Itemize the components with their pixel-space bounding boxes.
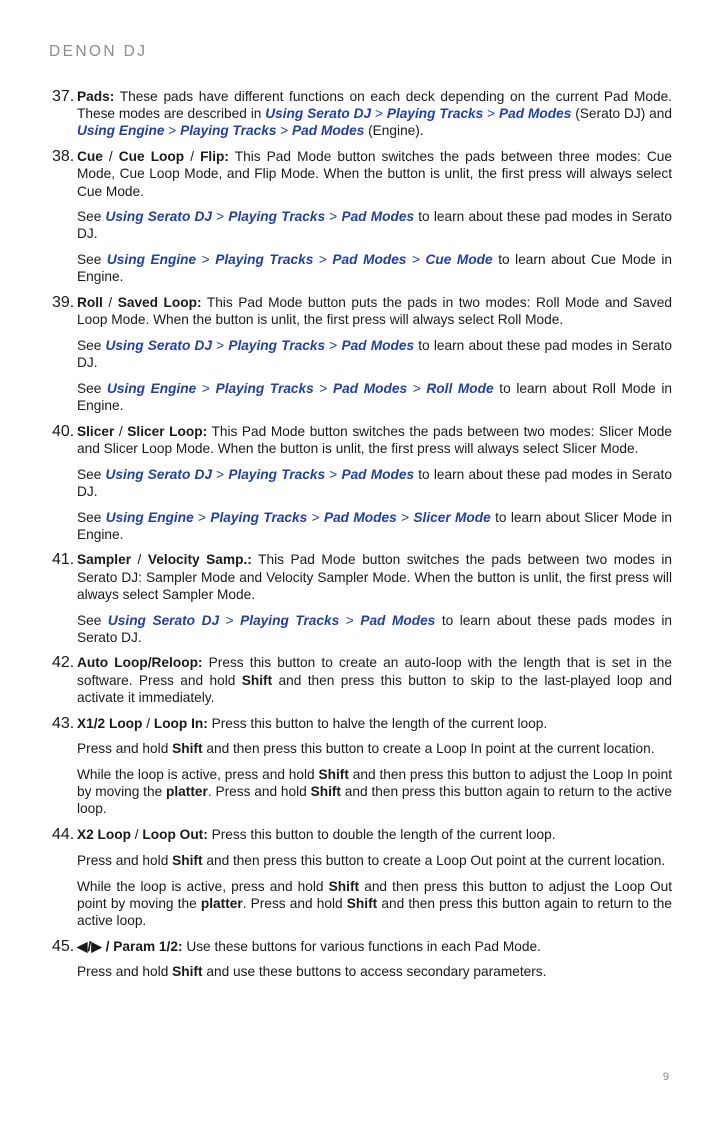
item-number: 38. bbox=[52, 148, 75, 166]
cross-reference-link[interactable]: Pad Modes bbox=[499, 106, 572, 122]
body-text: to learn about Roll Mode in Engine. bbox=[77, 380, 673, 414]
cross-reference-link[interactable]: Pad Modes bbox=[360, 612, 436, 628]
cross-reference-link[interactable]: Pad Modes bbox=[341, 209, 415, 225]
body-text: and then press this button again to return to the active loop. bbox=[77, 895, 673, 928]
breadcrumb-separator: > bbox=[164, 123, 181, 139]
body-text: to learn about Slicer Mode in Engine. bbox=[77, 509, 672, 542]
cross-reference-link[interactable]: Playing Tracks bbox=[240, 612, 340, 628]
body-text: / bbox=[184, 149, 201, 165]
cross-reference-link[interactable]: Pad Modes bbox=[323, 509, 397, 525]
breadcrumb-separator: > bbox=[325, 209, 342, 225]
manual-item-list bbox=[52, 88, 672, 989]
body-text: This Pad Mode button puts the pads in two modes: Roll Mode and Saved Loop Mode. When the button is unlit, the first press will always select Roll Mode. bbox=[77, 295, 672, 328]
item-paragraph bbox=[77, 148, 672, 200]
body-text: See bbox=[77, 380, 107, 396]
breadcrumb-separator: > bbox=[313, 252, 333, 268]
breadcrumb-separator: > bbox=[371, 106, 387, 122]
bold-term: X2 Loop bbox=[77, 827, 131, 843]
breadcrumb-separator: > bbox=[212, 337, 229, 353]
breadcrumb-separator: > bbox=[212, 466, 229, 482]
item-paragraph bbox=[77, 740, 672, 757]
bold-term: platter bbox=[200, 895, 243, 911]
breadcrumb-separator: > bbox=[325, 337, 342, 353]
cross-reference-link[interactable]: Roll Mode bbox=[426, 380, 494, 396]
cross-reference-link[interactable]: Using Serato DJ bbox=[105, 209, 212, 225]
bold-term: X1/2 Loop bbox=[77, 715, 143, 731]
body-text: / bbox=[102, 295, 118, 311]
body-text: / bbox=[114, 423, 128, 439]
item-number: 42. bbox=[52, 654, 75, 672]
body-text: Press this button to double the length of the current loop. bbox=[207, 827, 556, 843]
breadcrumb-separator: > bbox=[325, 466, 342, 482]
body-text: / bbox=[131, 552, 148, 568]
item-paragraph bbox=[77, 654, 672, 706]
breadcrumb-separator: > bbox=[196, 380, 216, 396]
bold-term: Shift bbox=[241, 672, 273, 688]
bold-term: Slicer bbox=[77, 423, 115, 439]
body-text: See bbox=[77, 209, 106, 225]
item-paragraph bbox=[77, 294, 672, 328]
body-text: Press this button to halve the length of the current loop. bbox=[207, 715, 548, 731]
item-number: 39. bbox=[52, 294, 75, 312]
bold-term: Loop In: bbox=[153, 715, 208, 731]
cross-reference-link[interactable]: Pad Modes bbox=[292, 123, 365, 139]
bold-term: Shift bbox=[310, 784, 341, 800]
body-text: Press and hold bbox=[77, 964, 173, 980]
cross-reference-link[interactable]: Using Serato DJ bbox=[107, 612, 220, 628]
body-text: and then press this button to adjust the Loop In point by moving the bbox=[77, 767, 672, 800]
bold-term: Auto Loop/Reloop: bbox=[77, 655, 203, 671]
body-text: (Engine). bbox=[364, 123, 424, 139]
bold-term: Velocity Samp.: bbox=[147, 552, 252, 568]
manual-item bbox=[52, 423, 672, 543]
body-text: to learn about these pad modes in Serato DJ. bbox=[77, 209, 672, 242]
cross-reference-link[interactable]: Pad Modes bbox=[332, 252, 407, 268]
item-paragraph bbox=[77, 938, 672, 955]
cross-reference-link[interactable]: Cue Mode bbox=[425, 252, 493, 268]
body-text: and then press this button to create a Loop In point at the current location. bbox=[202, 741, 655, 757]
cross-reference-link[interactable]: Playing Tracks bbox=[386, 106, 484, 122]
cross-reference-link[interactable]: Using Engine bbox=[107, 380, 197, 396]
body-text: This Pad Mode button switches the pads between three modes: Cue Mode, Cue Loop Mode, and Flip Mode. When the button is unlit, the first press will always select Cue Mode. bbox=[77, 149, 672, 199]
item-number: 44. bbox=[52, 826, 75, 844]
body-text: and then press this button to skip to the last-played loop and activate it immediately. bbox=[77, 672, 672, 705]
bold-term: Sampler bbox=[77, 552, 132, 568]
cross-reference-link[interactable]: Using Engine bbox=[105, 509, 194, 525]
manual-item bbox=[52, 88, 672, 140]
item-number: 40. bbox=[52, 422, 75, 440]
manual-item bbox=[52, 938, 672, 981]
item-paragraph bbox=[77, 208, 672, 242]
bold-term: Shift bbox=[328, 878, 360, 894]
cross-reference-link[interactable]: Playing Tracks bbox=[228, 466, 326, 482]
body-text: / bbox=[142, 715, 154, 731]
body-text: Press and hold bbox=[77, 741, 173, 757]
breadcrumb-separator: > bbox=[193, 509, 211, 525]
cross-reference-link[interactable]: Using Serato DJ bbox=[265, 106, 372, 122]
body-text: (Serato DJ) and bbox=[571, 106, 672, 122]
body-text: See bbox=[77, 337, 106, 353]
breadcrumb-separator: > bbox=[313, 380, 334, 396]
item-number: 41. bbox=[52, 551, 75, 569]
breadcrumb-separator: > bbox=[212, 209, 229, 225]
body-text: Use these buttons for various functions in each Pad Mode. bbox=[182, 938, 541, 954]
manual-item bbox=[52, 551, 672, 646]
bold-term: Loop Out: bbox=[142, 827, 208, 843]
bold-term: Pads: bbox=[77, 89, 115, 104]
bold-term: Cue Loop bbox=[118, 149, 185, 165]
item-paragraph bbox=[77, 88, 672, 140]
bold-term: ◀/▶ / Param 1/2: bbox=[77, 938, 183, 954]
cross-reference-link[interactable]: Playing Tracks bbox=[215, 252, 314, 268]
item-paragraph bbox=[77, 551, 672, 603]
cross-reference-link[interactable]: Using Engine bbox=[77, 123, 165, 139]
breadcrumb-separator: > bbox=[196, 252, 216, 268]
cross-reference-link[interactable]: Using Engine bbox=[106, 252, 197, 268]
item-paragraph bbox=[77, 715, 672, 732]
body-text: to learn about these pad modes in Serato DJ. bbox=[77, 466, 672, 499]
item-paragraph bbox=[77, 826, 672, 843]
page-number: 9 bbox=[662, 1071, 669, 1083]
item-paragraph bbox=[77, 380, 672, 414]
breadcrumb-separator: > bbox=[406, 252, 426, 268]
bold-term: Shift bbox=[346, 895, 378, 911]
cross-reference-link[interactable]: Pad Modes bbox=[341, 466, 415, 482]
cross-reference-link[interactable]: Slicer Mode bbox=[413, 509, 491, 525]
item-paragraph bbox=[77, 852, 672, 869]
item-paragraph bbox=[77, 612, 672, 646]
cross-reference-link[interactable]: Playing Tracks bbox=[215, 380, 314, 396]
manual-item bbox=[52, 826, 672, 929]
breadcrumb-separator: > bbox=[219, 612, 241, 628]
body-text: / bbox=[102, 149, 119, 165]
item-paragraph bbox=[77, 963, 672, 980]
cross-reference-link[interactable]: Using Serato DJ bbox=[105, 337, 212, 353]
body-text: See bbox=[77, 509, 106, 525]
cross-reference-link[interactable]: Playing Tracks bbox=[228, 209, 326, 225]
body-text: and then press this button again to return to the active loop. bbox=[77, 784, 672, 817]
body-text: and use these buttons to access secondary parameters. bbox=[202, 964, 547, 980]
item-paragraph bbox=[77, 509, 672, 543]
body-text: to learn about these pad modes in Serato DJ. bbox=[77, 337, 672, 371]
manual-item bbox=[52, 654, 672, 706]
item-number: 37. bbox=[52, 88, 75, 105]
bold-term: Shift bbox=[172, 741, 203, 757]
body-text: See bbox=[77, 252, 107, 268]
item-paragraph bbox=[77, 251, 672, 285]
breadcrumb-separator: > bbox=[307, 509, 324, 525]
body-text: / bbox=[131, 827, 143, 843]
breadcrumb-separator: > bbox=[339, 612, 361, 628]
body-text: and then press this button to create a Loop Out point at the current location. bbox=[202, 852, 666, 868]
breadcrumb-separator: > bbox=[483, 106, 500, 122]
item-paragraph bbox=[77, 766, 672, 818]
item-paragraph bbox=[77, 878, 672, 930]
body-text: While the loop is active, press and hold bbox=[77, 767, 319, 782]
bold-term: Shift bbox=[172, 964, 203, 980]
body-text: While the loop is active, press and hold bbox=[77, 878, 329, 894]
bold-term: Roll bbox=[77, 295, 103, 311]
manual-item bbox=[52, 715, 672, 818]
breadcrumb-separator: > bbox=[396, 509, 414, 525]
bold-term: platter bbox=[166, 784, 208, 800]
body-text: to learn about these pads modes in Serato DJ. bbox=[77, 612, 672, 645]
body-text: This Pad Mode button switches the pads between two modes in Serato DJ: Sampler Mode and Velocity Sampler Mode. When the button is unlit, the first press will always select Sampler Mode. bbox=[77, 552, 672, 602]
item-number: 45. bbox=[52, 937, 75, 955]
item-number: 43. bbox=[52, 714, 75, 732]
item-paragraph bbox=[77, 337, 672, 371]
cross-reference-link[interactable]: Using Serato DJ bbox=[105, 466, 212, 482]
body-text: Press this button to create an auto-loop with the length that is set in the software. Press and hold bbox=[77, 655, 672, 688]
bold-term: Cue bbox=[77, 149, 103, 165]
manual-item bbox=[52, 294, 672, 414]
body-text: Press and hold bbox=[77, 852, 173, 868]
item-paragraph bbox=[77, 466, 672, 500]
bold-term: Shift bbox=[172, 852, 203, 868]
body-text: . Press and hold bbox=[242, 895, 347, 911]
manual-item bbox=[52, 148, 672, 285]
item-paragraph bbox=[77, 423, 672, 457]
body-text: and then press this button to adjust the Loop Out point by moving the bbox=[77, 878, 673, 911]
cross-reference-link[interactable]: Playing Tracks bbox=[228, 337, 326, 353]
body-text: See bbox=[77, 612, 108, 628]
body-text: These pads have different functions on each deck depending on the current Pad Mode. These modes are described in bbox=[77, 89, 672, 122]
body-text: This Pad Mode button switches the pads between two modes: Slicer Mode and Slicer Loop Mode. When the button is unlit, the first press will always select Slicer Mode. bbox=[77, 423, 673, 456]
bold-term: Shift bbox=[318, 767, 349, 782]
breadcrumb-separator: > bbox=[276, 123, 293, 139]
body-text: See bbox=[77, 466, 106, 482]
cross-reference-link[interactable]: Playing Tracks bbox=[180, 123, 277, 139]
cross-reference-link[interactable]: Playing Tracks bbox=[210, 509, 308, 525]
body-text: to learn about Cue Mode in Engine. bbox=[77, 252, 673, 285]
bold-term: Slicer Loop: bbox=[127, 423, 208, 439]
cross-reference-link[interactable]: Pad Modes bbox=[333, 380, 408, 396]
denon-dj-logo: DENON DJ bbox=[49, 43, 148, 60]
bold-term: Saved Loop: bbox=[117, 295, 202, 311]
bold-term: Flip: bbox=[200, 149, 229, 165]
body-text: . Press and hold bbox=[207, 784, 311, 800]
cross-reference-link[interactable]: Pad Modes bbox=[341, 337, 415, 353]
breadcrumb-separator: > bbox=[407, 380, 427, 396]
